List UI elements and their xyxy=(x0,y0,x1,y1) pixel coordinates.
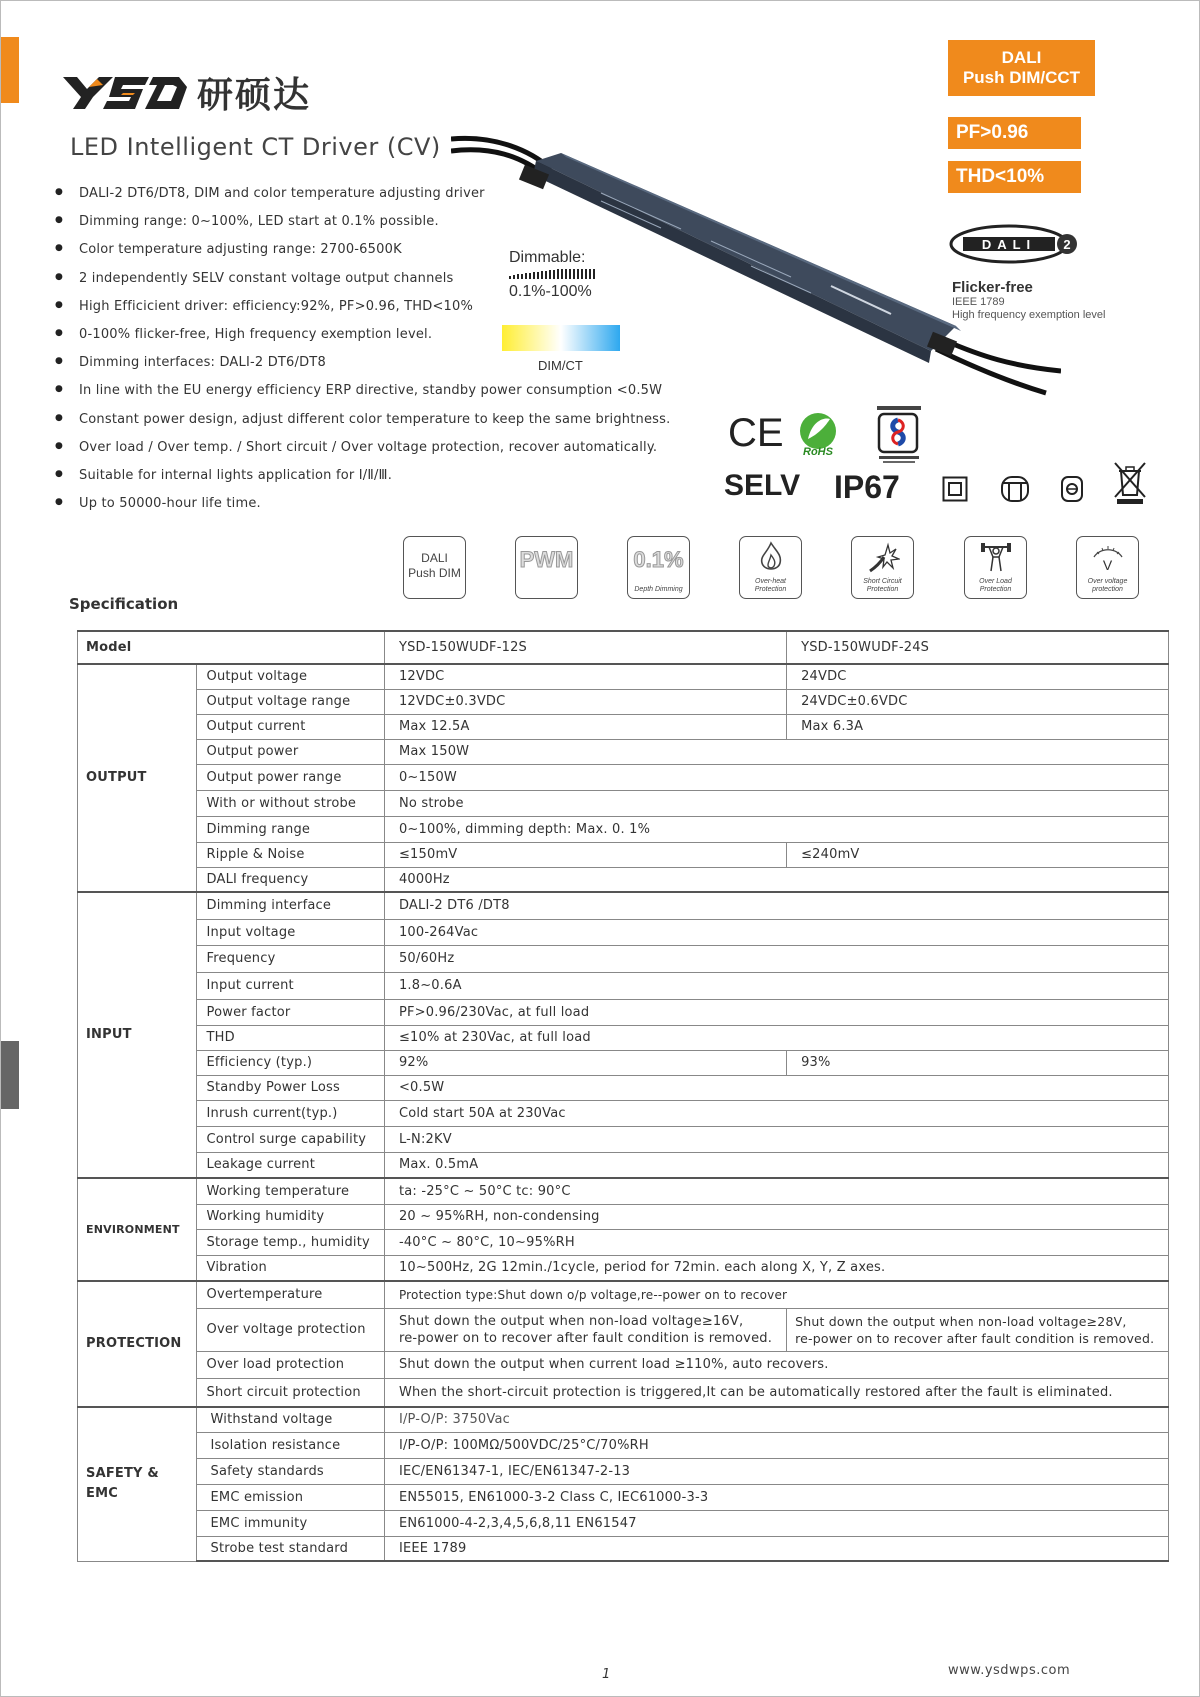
spec-value: <0.5W xyxy=(384,1075,1168,1100)
table-row xyxy=(78,892,1169,919)
spec-value: 93% xyxy=(787,1050,1169,1075)
group-safety-emc: SAFETY & EMC xyxy=(78,1407,197,1561)
bullet-item: ● Over load / Over temp. / Short circuit / Over voltage protection, recover automatically. xyxy=(55,437,670,465)
dim-ct-label: DIM/CT xyxy=(538,358,583,373)
spec-value: IEC/EN61347-1, IEC/EN61347-2-13 xyxy=(384,1458,1168,1484)
table-row xyxy=(78,689,1169,714)
spec-item: Output voltage range xyxy=(196,689,384,714)
spec-value: ta: -25°C ~ 50°C tc: 90°C xyxy=(384,1178,1168,1204)
ce-mark: CE xyxy=(728,411,784,455)
over-load-feature xyxy=(964,536,1027,599)
dimmable-block xyxy=(509,249,595,301)
spec-item: EMC emission xyxy=(196,1484,384,1510)
spec-value: 10~500Hz, 2G 12min./1cycle, period for 72min. each along X, Y, Z axes. xyxy=(384,1255,1168,1281)
table-row xyxy=(78,1025,1169,1050)
bullet-item: ● 0-100% flicker-free, High frequency exemption level. xyxy=(55,324,670,352)
weee-bin-icon xyxy=(1113,461,1147,505)
dali-logo-text: DALI xyxy=(981,237,1037,252)
bullet-item: ● DALI-2 DT6/DT8, DIM and color temperature adjusting driver xyxy=(55,183,670,211)
ovp-12v-line2: re-power on to recover after fault condition is removed. xyxy=(398,1330,773,1346)
dimmable-label: Dimmable: xyxy=(509,249,586,266)
table-row xyxy=(78,1178,1169,1204)
spec-item: Output current xyxy=(196,714,384,739)
spec-value xyxy=(787,1308,1169,1351)
transformer-icon xyxy=(1060,475,1084,503)
spec-item: Leakage current xyxy=(196,1152,384,1178)
group-protection: PROTECTION xyxy=(78,1281,197,1407)
spec-value xyxy=(384,1308,786,1351)
spec-item: Efficiency (typ.) xyxy=(196,1050,384,1075)
table-row xyxy=(78,945,1169,972)
class-ii-icon xyxy=(942,476,968,502)
spec-value: DALI-2 DT6 /DT8 xyxy=(384,892,1168,919)
feature-icons-row xyxy=(403,536,1139,599)
table-row xyxy=(78,1458,1169,1484)
spec-item: EMC immunity xyxy=(196,1510,384,1536)
bullet-item: ● Dimming range: 0~100%, LED start at 0.1% possible. xyxy=(55,211,670,239)
spec-value: Max 150W xyxy=(384,739,1168,764)
spec-item: Output power range xyxy=(196,764,384,790)
table-row xyxy=(78,816,1169,842)
spec-value: 1.8~0.6A xyxy=(384,972,1168,999)
ovp-12v-line1: Shut down the output when non-load voltage≥16V, xyxy=(398,1313,744,1329)
over-heat-caption-2: Protection xyxy=(754,586,787,593)
feature-dali-line1: DALI xyxy=(421,551,448,565)
over-voltage-feature xyxy=(1076,536,1139,599)
spec-item: Safety standards xyxy=(196,1458,384,1484)
over-load-caption-2: Protection xyxy=(979,586,1012,593)
bullet-item: ● High Efficicient driver: efficiency:92%, PF>0.96, THD<10% xyxy=(55,296,670,324)
spec-item: Frequency xyxy=(196,945,384,972)
flicker-title: Flicker-free xyxy=(952,279,1033,296)
table-row xyxy=(78,972,1169,999)
spec-value: ≤10% at 230Vac, at full load xyxy=(384,1025,1168,1050)
flicker-exemption: High frequency exemption level xyxy=(952,309,1106,321)
table-row xyxy=(78,1510,1169,1536)
selv-mark: SELV xyxy=(724,469,801,502)
flicker-standard: IEEE 1789 xyxy=(952,296,1005,308)
spec-item: Short circuit protection xyxy=(196,1378,384,1407)
pwm-text: PWM xyxy=(519,547,574,572)
table-row xyxy=(78,790,1169,816)
group-environment: ENVIRONMENT xyxy=(78,1178,197,1281)
spec-value: 50/60Hz xyxy=(384,945,1168,972)
table-row xyxy=(78,999,1169,1025)
ovp-24v-line2: re-power on to recover after fault condition is removed. xyxy=(795,1330,1155,1346)
table-row xyxy=(78,1407,1169,1432)
brand-logo xyxy=(63,67,311,118)
dali-push-dim-feature xyxy=(403,536,466,599)
depth-dimming-value: 0.1% xyxy=(633,547,684,572)
dimmable-range: 0.1%-100% xyxy=(509,283,592,300)
dali-badge-line1: DALI xyxy=(1001,48,1042,67)
spec-value: 0~150W xyxy=(384,764,1168,790)
table-row xyxy=(78,739,1169,764)
side-tab-orange xyxy=(1,37,19,103)
page-number: 1 xyxy=(602,1667,611,1682)
spec-value: 20 ~ 95%RH, non-condensing xyxy=(384,1204,1168,1229)
spec-value: 100-264Vac xyxy=(384,919,1168,945)
spec-value: EN55015, EN61000-3-2 Class C, IEC61000-3-3 xyxy=(384,1484,1168,1510)
spec-item: Strobe test standard xyxy=(196,1536,384,1561)
short-circuit-feature xyxy=(851,536,914,599)
spec-item: Output voltage xyxy=(196,664,384,689)
table-row xyxy=(78,714,1169,739)
table-row xyxy=(78,1204,1169,1229)
dali-push-badge xyxy=(948,40,1095,96)
spec-item: Dimming range xyxy=(196,816,384,842)
ysd-logo-mark xyxy=(63,73,187,113)
color-temperature-gradient xyxy=(502,325,620,351)
specification-table xyxy=(77,630,1169,1562)
dimming-bars-icon xyxy=(509,269,595,279)
over-load-caption-1: Over Load xyxy=(979,578,1012,585)
spec-item: DALI frequency xyxy=(196,867,384,892)
spec-item: Working temperature xyxy=(196,1178,384,1204)
spec-value: IEEE 1789 xyxy=(384,1536,1168,1561)
depth-dimming-feature xyxy=(627,536,690,599)
table-row xyxy=(78,1484,1169,1510)
dali-badge-line2: Push DIM/CCT xyxy=(962,68,1081,87)
spec-item: Control surge capability xyxy=(196,1126,384,1152)
bullet-item: ● Dimming interfaces: DALI-2 DT6/DT8 xyxy=(55,352,670,380)
group-input: INPUT xyxy=(78,892,197,1178)
group-output: OUTPUT xyxy=(78,664,197,892)
spec-item: Overtemperature xyxy=(196,1281,384,1308)
over-voltage-caption-1: Over voltage xyxy=(1087,578,1128,585)
short-circuit-caption-1: Short Circuit xyxy=(863,578,902,585)
bullet-item: ● Constant power design, adjust different color temperature to keep the same brightness. xyxy=(55,409,670,437)
luminaire-mount-icon xyxy=(1000,475,1030,503)
table-row xyxy=(78,1308,1169,1351)
thd-badge: THD<10% xyxy=(948,161,1081,193)
model-24v: YSD-150WUDF-24S xyxy=(787,631,1169,664)
side-tab-grey xyxy=(1,1041,19,1109)
spec-value: L-N:2KV xyxy=(384,1126,1168,1152)
bullet-item: ● Suitable for internal lights application for Ⅰ/Ⅱ/Ⅲ. xyxy=(55,465,670,493)
spec-item: Vibration xyxy=(196,1255,384,1281)
bullet-item: ● 2 independently SELV constant voltage output channels xyxy=(55,268,670,296)
specification-heading: Specification xyxy=(69,595,179,613)
spec-value: 4000Hz xyxy=(384,867,1168,892)
short-circuit-icon xyxy=(866,541,900,575)
brand-chinese-name: 研硕达 xyxy=(197,75,312,116)
table-row xyxy=(78,1075,1169,1100)
spec-value: 12VDC xyxy=(384,664,786,689)
rohs-text: RoHS xyxy=(803,446,833,457)
model-label: Model xyxy=(78,631,385,664)
spec-value: I/P-O/P: 100MΩ/500VDC/25°C/70%RH xyxy=(384,1432,1168,1458)
spec-value: EN61000-4-2,3,4,5,6,8,11 EN61547 xyxy=(384,1510,1168,1536)
table-row xyxy=(78,1100,1169,1126)
spec-item: THD xyxy=(196,1025,384,1050)
voltmeter-symbol: V xyxy=(1102,557,1113,573)
table-row xyxy=(78,1152,1169,1178)
short-circuit-caption-2: Protection xyxy=(866,586,899,593)
spec-value: 92% xyxy=(384,1050,786,1075)
table-row-model xyxy=(78,631,1169,664)
over-heat-caption-1: Over-heat xyxy=(755,578,786,585)
page-title: LED Intelligent CT Driver (CV) xyxy=(70,133,441,161)
safety-cert-icon xyxy=(873,406,925,464)
spec-value: -40°C ~ 80°C, 10~95%RH xyxy=(384,1229,1168,1255)
table-row xyxy=(78,1536,1169,1561)
spec-value: 24VDC xyxy=(787,664,1169,689)
spec-value: When the short-circuit protection is triggered,It can be automatically restored after the fault is eliminated. xyxy=(384,1378,1168,1407)
spec-value: Max 12.5A xyxy=(384,714,786,739)
table-row xyxy=(78,1432,1169,1458)
table-row xyxy=(78,919,1169,945)
bullet-item: ● Color temperature adjusting range: 2700-6500K xyxy=(55,239,670,267)
table-row xyxy=(78,764,1169,790)
table-row xyxy=(78,867,1169,892)
table-row xyxy=(78,1050,1169,1075)
spec-value: Protection type:Shut down o/p voltage,re--power on to recover xyxy=(384,1281,1168,1308)
bullet-item: ● In line with the EU energy efficiency ERP directive, standby power consumption <0.5W xyxy=(55,380,670,408)
spec-value: Max. 0.5mA xyxy=(384,1152,1168,1178)
spec-item: Withstand voltage xyxy=(196,1407,384,1432)
model-12v: YSD-150WUDF-12S xyxy=(384,631,786,664)
spec-value: ≤240mV xyxy=(787,842,1169,867)
ovp-24v-line1: Shut down the output when non-load voltage≥28V, xyxy=(795,1313,1127,1329)
spec-value: PF>0.96/230Vac, at full load xyxy=(384,999,1168,1025)
spec-value: ≤150mV xyxy=(384,842,786,867)
spec-item: Isolation resistance xyxy=(196,1432,384,1458)
table-row xyxy=(78,1126,1169,1152)
dali-logo-version: 2 xyxy=(1063,237,1071,252)
table-row xyxy=(78,664,1169,689)
bullet-item: ● Up to 50000-hour life time. xyxy=(55,493,670,521)
spec-item: Standby Power Loss xyxy=(196,1075,384,1100)
spec-value: Max 6.3A xyxy=(787,714,1169,739)
table-row xyxy=(78,842,1169,867)
spec-item: Input current xyxy=(196,972,384,999)
table-row xyxy=(78,1255,1169,1281)
spec-item: Input voltage xyxy=(196,919,384,945)
ip67-mark: IP67 xyxy=(834,469,900,505)
spec-value: 12VDC±0.3VDC xyxy=(384,689,786,714)
flame-icon xyxy=(754,541,788,575)
spec-item: Working humidity xyxy=(196,1204,384,1229)
spec-item: Inrush current(typ.) xyxy=(196,1100,384,1126)
spec-value: Shut down the output when current load ≥110%, auto recovers. xyxy=(384,1351,1168,1378)
table-row xyxy=(78,1351,1169,1378)
spec-item: With or without strobe xyxy=(196,790,384,816)
rohs-icon xyxy=(794,411,842,457)
spec-item: Storage temp., humidity xyxy=(196,1229,384,1255)
spec-item: Dimming interface xyxy=(196,892,384,919)
pwm-feature xyxy=(515,536,578,599)
spec-value: I/P-O/P: 3750Vac xyxy=(384,1407,1168,1432)
spec-value: No strobe xyxy=(384,790,1168,816)
pf-badge: PF>0.96 xyxy=(948,117,1081,149)
spec-value: 0~100%, dimming depth: Max. 0. 1% xyxy=(384,816,1168,842)
spec-item: Over voltage protection xyxy=(196,1308,384,1351)
feature-dali-line2: Push DIM xyxy=(408,566,461,580)
table-row xyxy=(78,1281,1169,1308)
over-voltage-caption-2: protection xyxy=(1092,586,1123,593)
spec-value: Cold start 50A at 230Vac xyxy=(384,1100,1168,1126)
spec-value: 24VDC±0.6VDC xyxy=(787,689,1169,714)
table-row xyxy=(78,1229,1169,1255)
spec-item: Output power xyxy=(196,739,384,764)
spec-item: Ripple & Noise xyxy=(196,842,384,867)
spec-item: Power factor xyxy=(196,999,384,1025)
weightlifter-icon xyxy=(979,541,1013,575)
over-heat-feature xyxy=(739,536,802,599)
spec-item: Over load protection xyxy=(196,1351,384,1378)
website-url: www.ysdwps.com xyxy=(948,1663,1071,1678)
depth-dimming-caption: Depth Dimming xyxy=(634,586,683,593)
table-row xyxy=(78,1378,1169,1407)
